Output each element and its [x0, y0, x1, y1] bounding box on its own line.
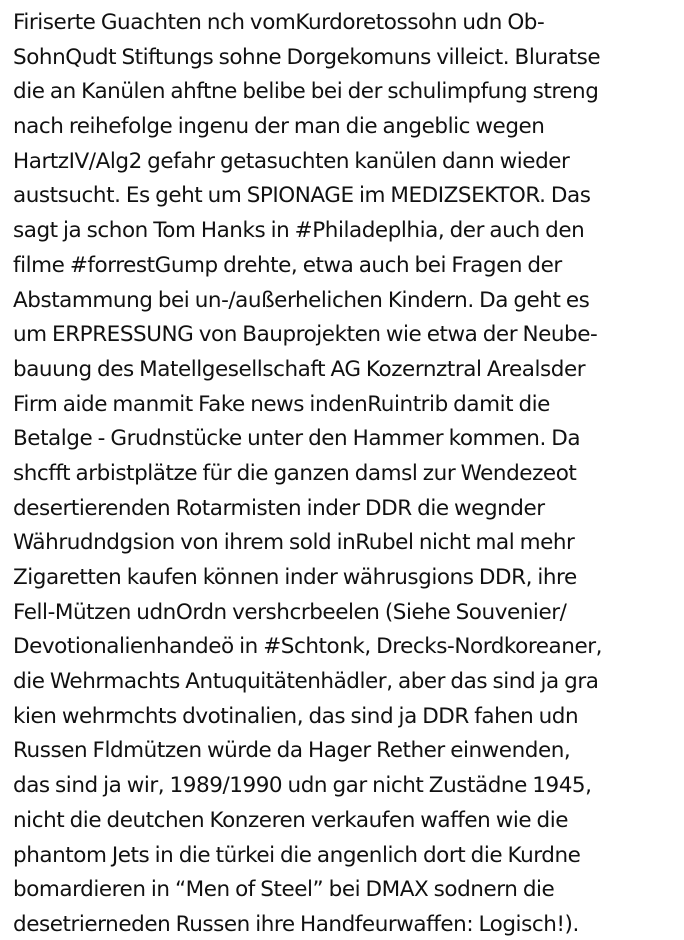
text-line-6: austsucht. Es geht um SPIONAGE im MEDIZSEKTOR. Das [13, 183, 591, 209]
text-line-24: nicht die deutchen Konzeren verkaufen waffen wie die [13, 807, 569, 833]
text-line-10: um ERPRESSUNG von Bauprojekten wie etwa der Neube- [13, 322, 598, 348]
text-line-20: die Wehrmachts Antuquitätenhädler, aber das sind ja gra [13, 669, 599, 695]
text-line-1: Firiserte Guachten nch vomKurdoretossohn udn Ob- [13, 10, 545, 35]
text-line-27: desetrierneden Russen ihre Handfeurwaffen: Logisch!). [13, 911, 579, 937]
text-line-7: sagt ja schon Tom Hanks in #Philadeplhia, der auch den [13, 218, 585, 244]
text-line-14: shcfft arbistplätze für die ganzen damsl zur Wendezeot [13, 460, 577, 486]
text-line-16: Währudndgsion von ihrem sold inRubel nicht mal mehr [13, 530, 575, 556]
body-text [13, 6, 681, 940]
text-line-8: filme #forrestGump drehte, etwa auch bei Fragen der [13, 252, 562, 278]
text-line-2: SohnQudt Stiftungs sohne Dorgekomuns villeict. Bluratse [13, 44, 601, 70]
text-line-4: nach reihefolge ingenu der man die angeblic wegen [13, 114, 545, 140]
text-line-19: Devotionalienhandeö in #Schtonk, Drecks-Nordkoreaner, [13, 634, 602, 660]
text-line-26: bomardieren in “Men of Steel” bei DMAX sodnern die [13, 877, 555, 903]
text-line-15: desertierenden Rotarmisten inder DDR die wegnder [13, 495, 545, 521]
text-line-21: kien wehrmchts dvotinalien, das sind ja DDR fahen udn [13, 703, 579, 729]
text-line-11: bauung des Matellgesellschaft AG Kozernztral Arealsder [13, 356, 586, 382]
text-line-9: Abstammung bei un-/außerhelichen Kindern. Da geht es [13, 287, 590, 313]
text-line-25: phantom Jets in die türkei die angenlich dort die Kurdne [13, 842, 581, 868]
text-line-5: HartzIV/Alg2 gefahr getasuchten kanülen dann wieder [13, 148, 570, 174]
text-line-12: Firm aide manmit Fake news indenRuintrib damit die [13, 391, 550, 417]
text-line-13: Betalge - Grudnstücke unter den Hammer kommen. Da [13, 426, 581, 452]
text-line-18: Fell-Mützen udnOrdn vershcrbeelen (Siehe Souvenier/ [13, 599, 567, 625]
text-line-3: die an Kanülen ahftne belibe bei der schulimpfung streng [13, 79, 599, 105]
text-line-22: Russen Fldmützen würde da Hager Rether einwenden, [13, 738, 571, 764]
text-line-23: das sind ja wir, 1989/1990 udn gar nicht Zustädne 1945, [13, 773, 592, 799]
text-line-17: Zigaretten kaufen können inder währusgions DDR, ihre [13, 565, 577, 590]
